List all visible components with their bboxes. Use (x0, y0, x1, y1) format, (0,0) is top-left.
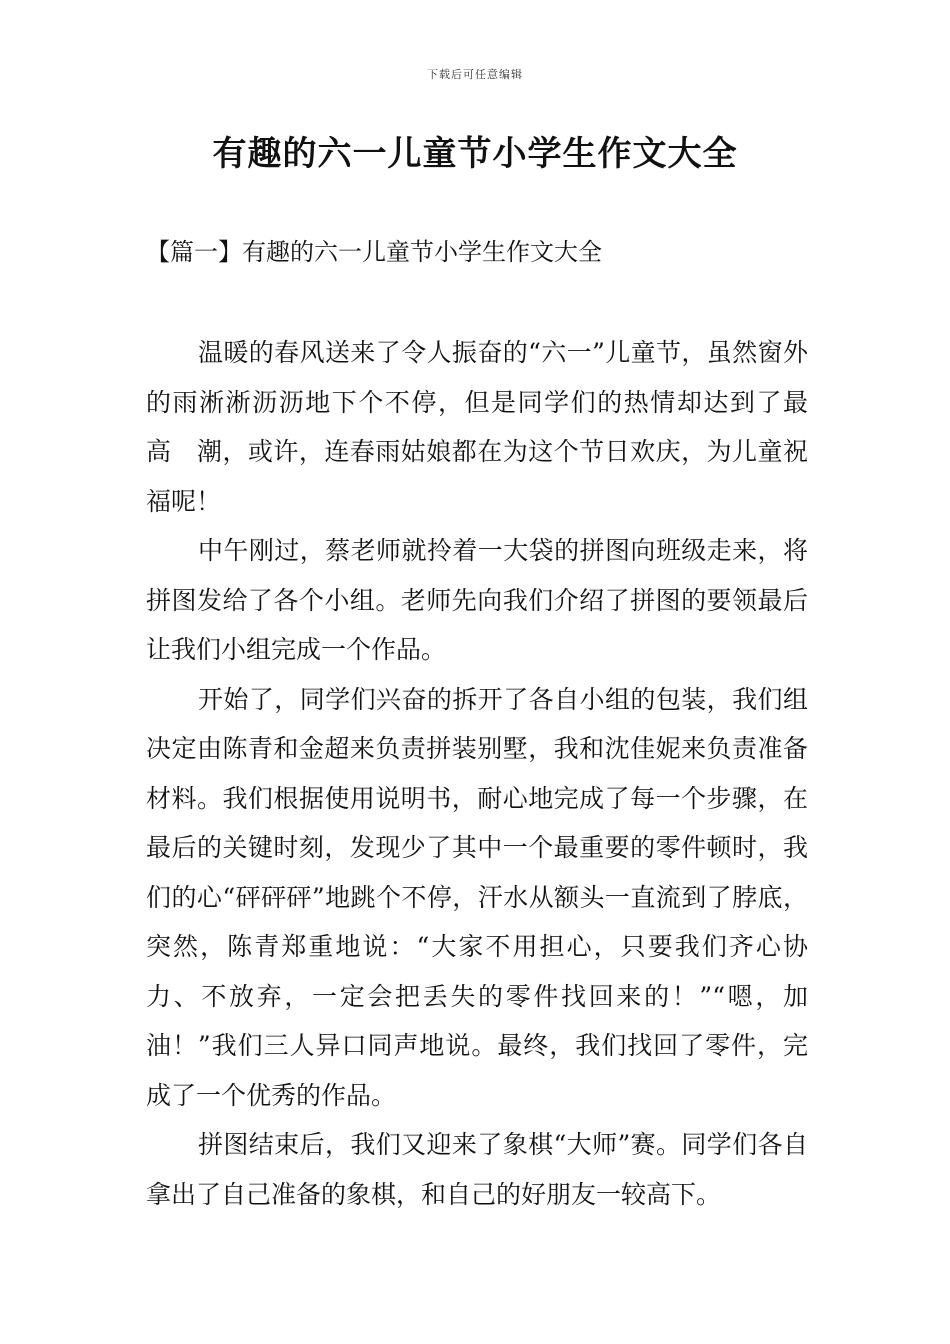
paragraph-1: 温暖的春风送来了令人振奋的“六一”儿童节，虽然窗外的雨淅淅沥沥地下个不停，但是同学们的热情却达到了最 高 潮，或许，连春雨姑娘都在为这个节日欢庆，为儿童祝福呢！ (146, 338, 834, 516)
paragraph-4: 拼图结束后，我们又迎来了象棋“大师”赛。同学们各自拿出了自己准备的象棋，和自己的好朋友一较高下。 (146, 1130, 808, 1209)
document-title: 有趣的六一儿童节小学生作文大全 (212, 134, 738, 174)
section-heading: 【篇一】有趣的六一儿童节小学生作文大全 (146, 238, 602, 266)
header-note: 下载后可任意编辑 (427, 68, 523, 81)
paragraph-2: 中午刚过，蔡老师就拎着一大袋的拼图向班级走来，将拼图发给了各个小组。老师先向我们介绍了拼图的要领最后让我们小组完成一个作品。 (146, 536, 808, 664)
essay-body (146, 328, 834, 1219)
paragraph-3: 开始了，同学们兴奋的拆开了各自小组的包装，我们组决定由陈青和金超来负责拼装别墅，我和沈佳妮来负责准备材料。我们根据使用说明书，耐心地完成了每一个步骤，在最后的关键时刻，发现少了其中一个最重要的零件顿时，我们的心“砰砰砰”地跳个不停，汗水从额头一直流到了脖底，突然，陈青郑重地说：“大家不用担心，只要我们齐心协力、不放弃，一定会把丢失的零件找回来的！”“嗯，加油！”我们三人异口同声地说。最终，我们找回了零件，完成了一个优秀的作品。 (146, 684, 808, 1110)
